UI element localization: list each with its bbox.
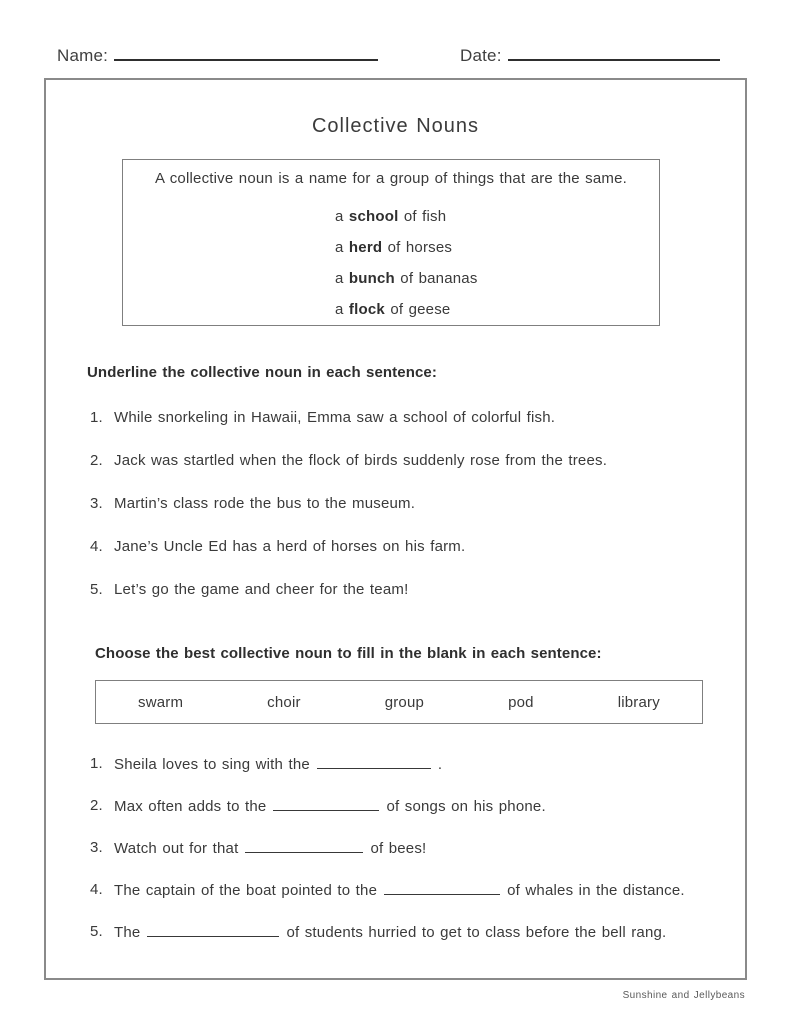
answer-blank[interactable]	[245, 839, 363, 853]
sentence-number: 3.	[90, 495, 103, 512]
sentence-text: Sheila loves to sing with the .	[114, 756, 443, 773]
answer-blank[interactable]	[317, 755, 431, 769]
sentence-text: Jack was startled when the flock of birds suddenly rose from the trees.	[114, 452, 608, 469]
exercise1-sentence	[90, 538, 465, 555]
example-line: a herd of horses	[335, 239, 453, 256]
sentence-text: While snorkeling in Hawaii, Emma saw a school of colorful fish.	[114, 409, 556, 426]
sentence-text: Martin’s class rode the bus to the museum.	[114, 495, 416, 512]
exercise2-sentence	[90, 755, 442, 773]
exercise2-sentence	[90, 839, 426, 857]
sentence-text: The of students hurried to get to class before the bell rang.	[114, 924, 667, 941]
word-bank-word: library	[617, 693, 660, 711]
sentence-text: Max often adds to the of songs on his phone.	[114, 798, 546, 815]
exercise2-sentence	[90, 797, 546, 815]
exercise2-sentence	[90, 881, 685, 899]
exercise1-sentence	[90, 495, 415, 512]
sentence-number: 1.	[90, 409, 103, 426]
sentence-number: 2.	[90, 797, 103, 814]
name-field	[57, 44, 378, 66]
sentence-number: 5.	[90, 923, 103, 940]
sentence-number: 4.	[90, 881, 103, 898]
date-field	[460, 44, 720, 66]
page-title: Collective Nouns	[311, 115, 480, 137]
sentence-number: 2.	[90, 452, 103, 469]
sentence-number: 5.	[90, 581, 103, 598]
answer-blank[interactable]	[273, 797, 379, 811]
sentence-text: Let’s go the game and cheer for the team!	[114, 581, 409, 598]
example-line: a school of fish	[335, 208, 447, 225]
word-bank-word: swarm	[138, 693, 184, 711]
date-input-line[interactable]	[508, 44, 720, 61]
sentence-text: Jane’s Uncle Ed has a herd of horses on his farm.	[114, 538, 466, 555]
exercise1-sentence	[90, 581, 408, 598]
example-line: a flock of geese	[335, 301, 451, 318]
word-bank-word: choir	[267, 693, 301, 711]
name-input-line[interactable]	[114, 44, 378, 61]
answer-blank[interactable]	[384, 881, 500, 895]
definition-box	[122, 159, 660, 326]
sentence-number: 1.	[90, 755, 103, 772]
sentence-text: The captain of the boat pointed to the of whales in the distance.	[114, 882, 685, 899]
word-bank-box	[95, 680, 703, 724]
answer-blank[interactable]	[147, 923, 279, 937]
exercise2-sentence	[90, 923, 666, 941]
name-label: Name:	[57, 46, 109, 65]
date-label: Date:	[460, 46, 502, 65]
example-line: a bunch of bananas	[335, 270, 478, 287]
word-bank-word: group	[384, 693, 425, 711]
exercise1-sentence	[90, 452, 607, 469]
definition-intro: A collective noun is a name for a group of things that are the same.	[154, 170, 628, 187]
footer-credit: Sunshine and Jellybeans	[622, 990, 745, 1001]
sentence-number: 3.	[90, 839, 103, 856]
sentence-text: Watch out for that of bees!	[114, 840, 427, 857]
exercise1-sentence	[90, 409, 555, 426]
exercise1-heading: Underline the collective noun in each sentence:	[87, 364, 437, 381]
word-bank-word: pod	[508, 693, 534, 711]
worksheet-border	[44, 78, 747, 980]
definition-examples	[335, 201, 659, 325]
sentence-number: 4.	[90, 538, 103, 555]
exercise2-heading: Choose the best collective noun to fill in the blank in each sentence:	[95, 645, 602, 662]
